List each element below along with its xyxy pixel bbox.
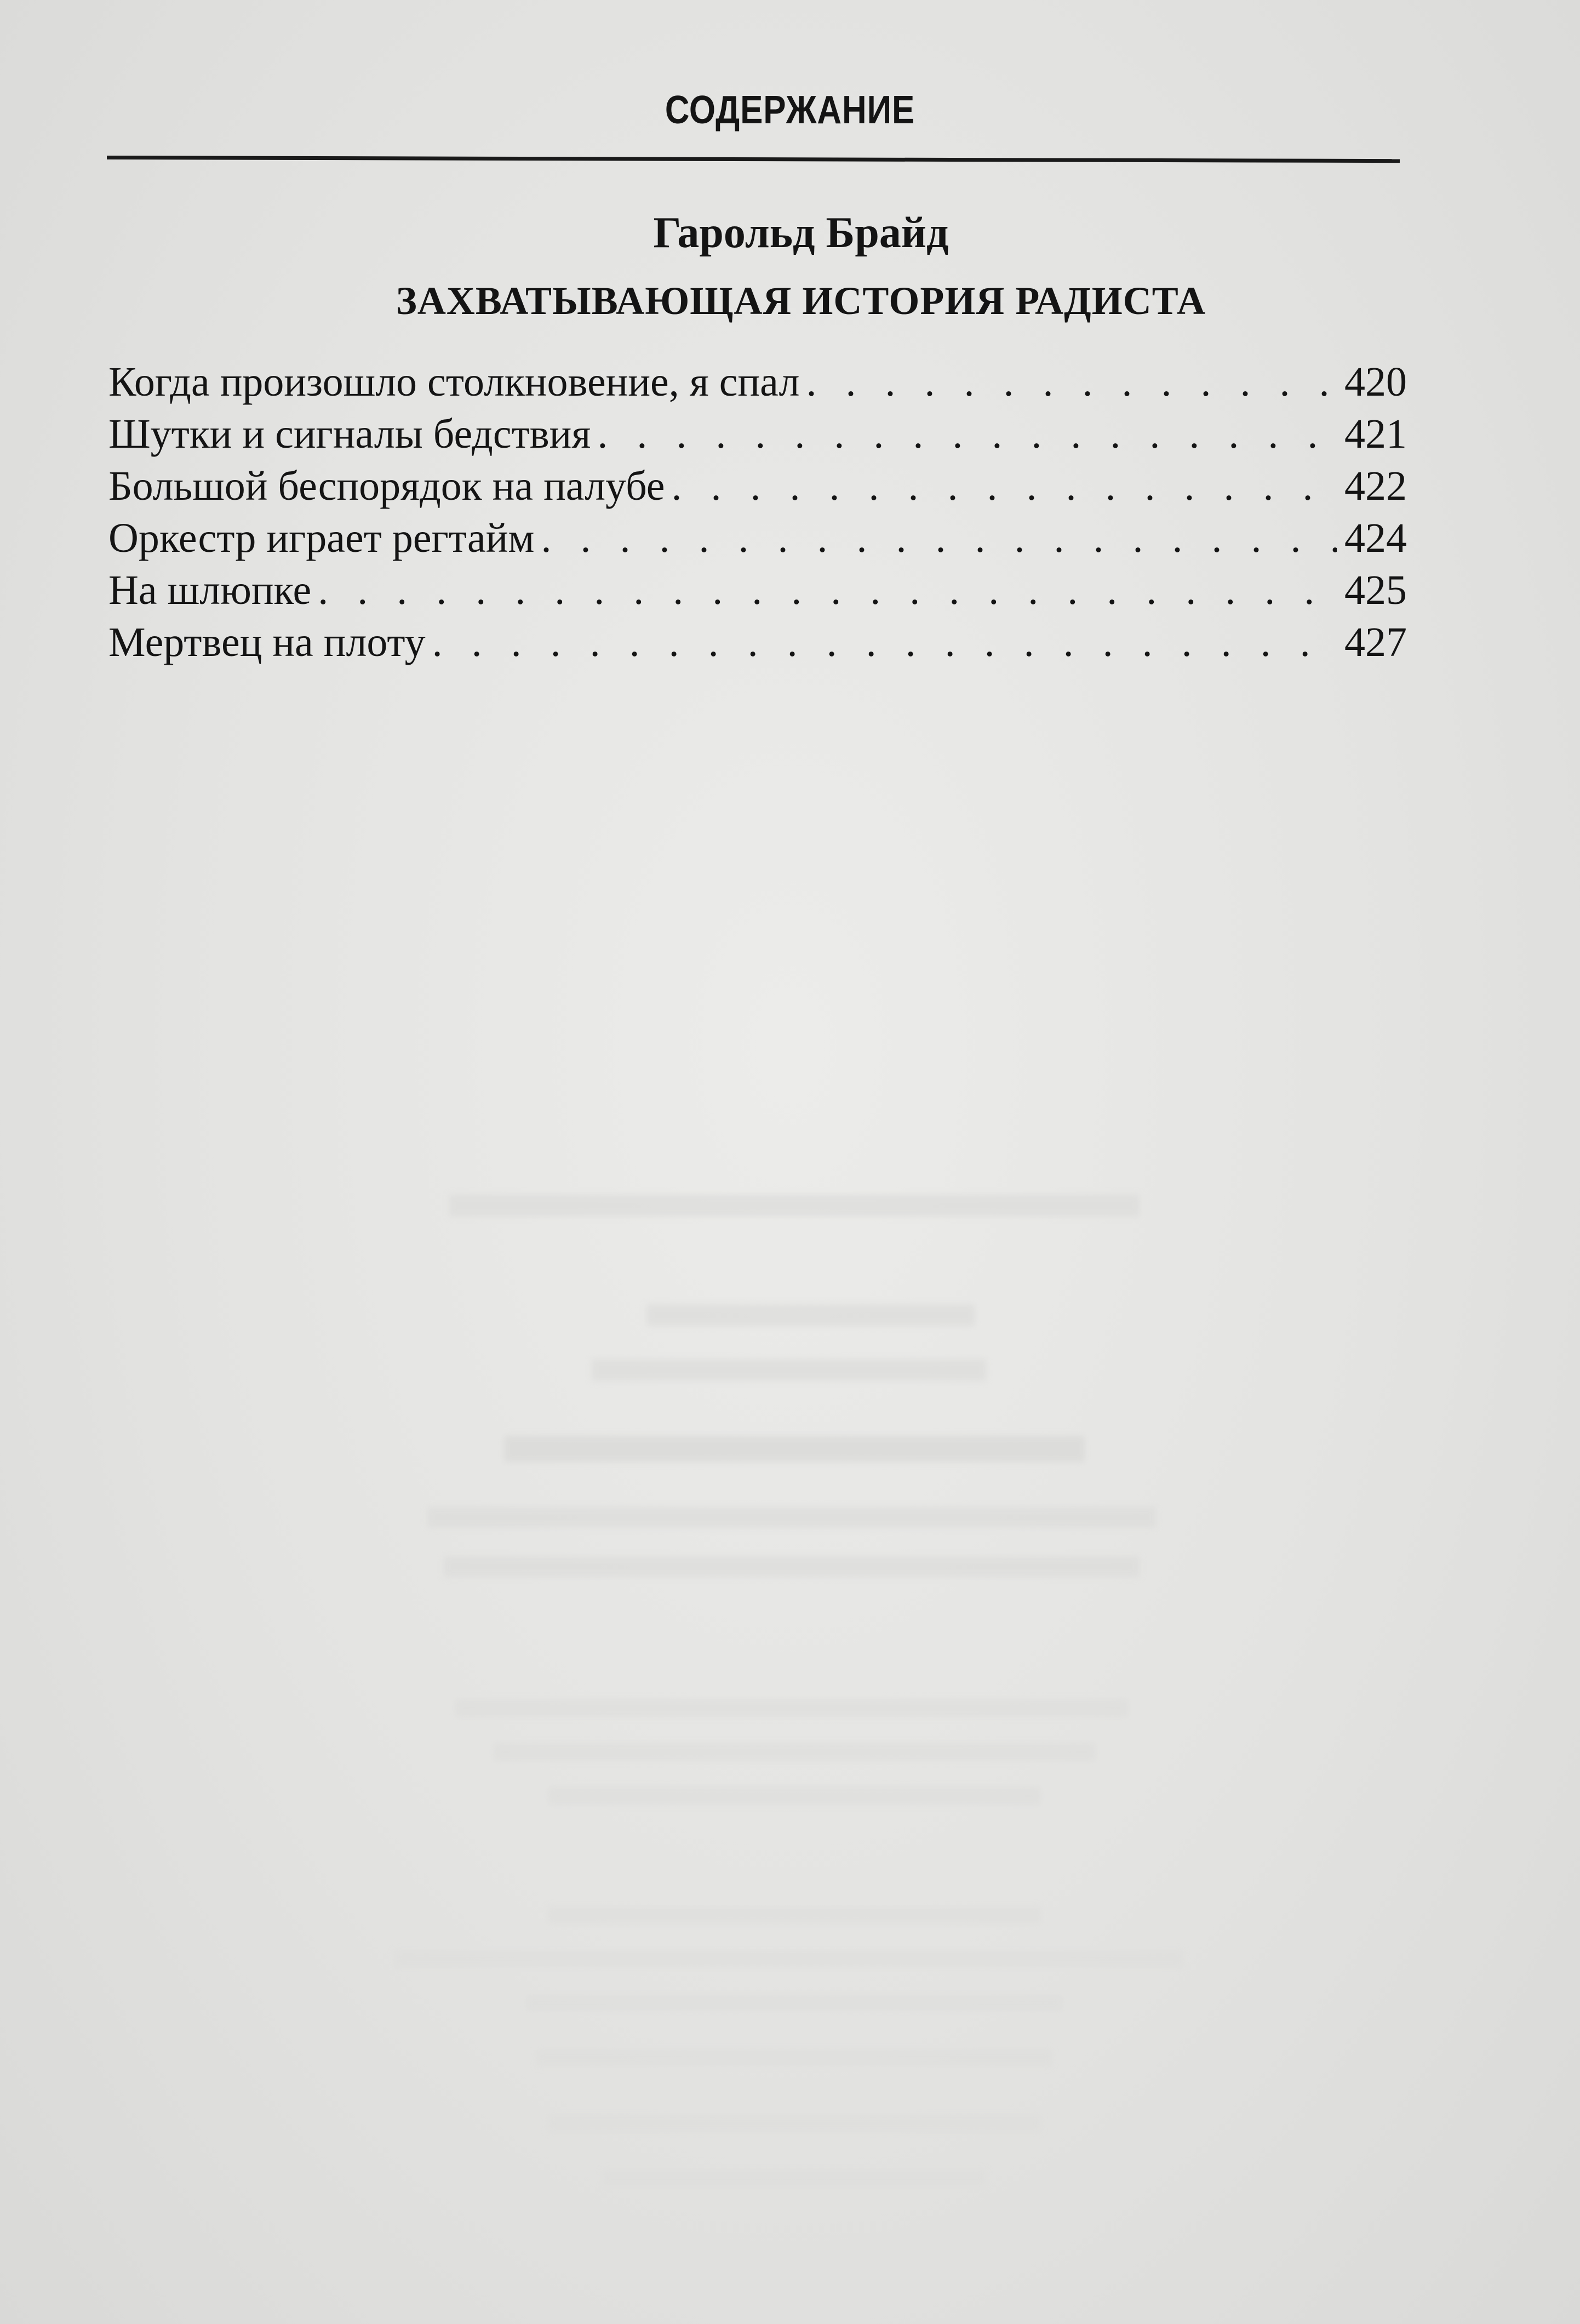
bleed-through-block [455,1699,1129,1717]
toc-leader-dots [534,512,1337,564]
toc-entry-label: Шутки и сигналы бедствия [108,411,591,457]
bleed-through-block [548,2115,1041,2132]
bleed-through-block [603,2170,986,2186]
toc-leader-dots [591,408,1337,460]
toc-leader-dots [311,564,1337,616]
toc-entry [108,356,1407,408]
bleed-through-block [548,1786,1041,1805]
bleed-through-block [504,1436,1085,1462]
section-title: ЗАХВАТЫВАЮЩАЯ ИСТОРИЯ РАДИСТА [396,279,1206,323]
toc-leader-dots [426,616,1337,669]
bleed-through-block [592,1359,986,1381]
bleed-through-block [493,1743,1096,1761]
toc-entry-page: 424 [1344,515,1407,561]
toc-entry-page: 421 [1344,411,1407,457]
table-of-contents [108,356,1407,669]
toc-leader-dots [665,460,1337,512]
toc-entry [108,564,1407,616]
toc-entry-label: На шлюпке [108,567,312,613]
bleed-through-block [444,1556,1140,1577]
toc-entry [108,460,1407,512]
toc-entry-label: Большой беспорядок на палубе [108,463,665,509]
toc-entry-label: Оркестр играет регтайм [108,515,535,561]
toc-entry [108,616,1407,669]
bleed-through-block [526,1995,1063,2011]
toc-entry [108,408,1407,460]
toc-entry-label: Мертвец на плоту [108,619,426,665]
toc-entry-page: 427 [1344,619,1407,665]
toc-entry-label: Когда произошло столкновение, я спал [108,359,800,405]
toc-entry-page: 422 [1344,463,1407,509]
toc-entry [108,512,1407,564]
header-rule [107,156,1400,163]
bleed-through-block [646,1304,975,1326]
toc-leader-dots [799,356,1337,408]
toc-entry-page: 420 [1344,359,1407,405]
bleed-through-block [394,1951,1183,1967]
bleed-through-block [537,2049,1052,2066]
bleed-through-block [548,1907,1041,1923]
bleed-through-block [449,1195,1140,1217]
running-head-title: СОДЕРЖАНИЕ [665,88,915,132]
bleed-through-block [427,1507,1156,1528]
toc-entry-page: 425 [1344,567,1407,613]
section-author: Гарольд Брайд [653,209,949,257]
